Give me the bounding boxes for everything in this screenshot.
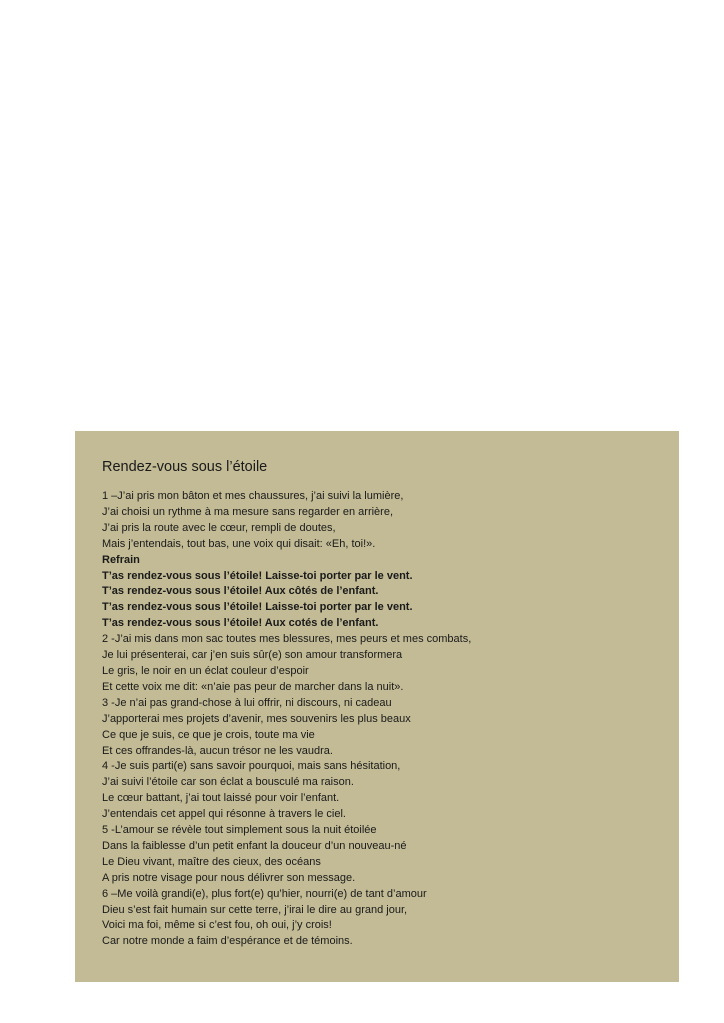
lyrics-line: Voici ma foi, même si c’est fou, oh oui, j’y crois! xyxy=(102,919,332,932)
lyrics-line-bold: Refrain xyxy=(102,553,140,566)
lyrics-line: Le gris, le noir en un éclat couleur d’espoir xyxy=(102,664,309,677)
lyrics-line: Car notre monde a faim d’espérance et de témoins. xyxy=(102,935,353,948)
lyrics-line-bold: T’as rendez-vous sous l’étoile! Laisse-toi porter par le vent. xyxy=(102,601,413,614)
lyrics-line: 6 –Me voilà grandi(e), plus fort(e) qu’hier, nourri(e) de tant d’amour xyxy=(102,887,427,900)
lyrics-line: Ce que je suis, ce que je crois, toute ma vie xyxy=(102,728,315,741)
lyrics-line: J’ai choisi un rythme à ma mesure sans regarder en arrière, xyxy=(102,505,394,518)
lyrics-line-bold: T’as rendez-vous sous l’étoile! Laisse-toi porter par le vent. xyxy=(102,569,413,582)
lyrics-line: Et ces offrandes-là, aucun trésor ne les vaudra. xyxy=(102,744,333,757)
lyrics-line: 3 -Je n’ai pas grand-chose à lui offrir, ni discours, ni cadeau xyxy=(102,696,392,709)
lyrics-line: Mais j’entendais, tout bas, une voix qui disait: «Eh, toi!». xyxy=(102,537,376,550)
lyrics-line: 2 -J’ai mis dans mon sac toutes mes blessures, mes peurs et mes combats, xyxy=(102,633,472,646)
lyrics-line: Je lui présenterai, car j’en suis sûr(e) son amour transformera xyxy=(102,649,403,662)
lyrics-line: A pris notre visage pour nous délivrer son message. xyxy=(102,871,356,884)
lyrics-line: J’apporterai mes projets d’avenir, mes souvenirs les plus beaux xyxy=(102,712,411,725)
lyrics-line-bold: T’as rendez-vous sous l’étoile! Aux cotés de l’enfant. xyxy=(102,617,379,630)
song-sheet-card xyxy=(75,431,679,982)
lyrics-line: Dans la faiblesse d’un petit enfant la douceur d’un nouveau-né xyxy=(102,839,407,852)
lyrics-line: 1 –J’ai pris mon bâton et mes chaussures, j’ai suivi la lumière, xyxy=(102,490,404,502)
lyrics-line: Dieu s’est fait humain sur cette terre, j’irai le dire au grand jour, xyxy=(102,903,408,916)
lyrics-line: J’ai pris la route avec le cœur, rempli de doutes, xyxy=(102,521,336,534)
lyrics-line: Le cœur battant, j’ai tout laissé pour voir l’enfant. xyxy=(102,792,340,805)
lyrics-line: 5 -L’amour se révèle tout simplement sous la nuit étoilée xyxy=(102,824,377,837)
lyrics-line: Le Dieu vivant, maître des cieux, des océans xyxy=(102,855,321,868)
lyrics-line: 4 -Je suis parti(e) sans savoir pourquoi, mais sans hésitation, xyxy=(102,760,401,773)
lyrics-list xyxy=(102,489,471,950)
song-title: Rendez-vous sous l’étoile xyxy=(102,459,268,475)
lyrics-line: J’entendais cet appel qui résonne à travers le ciel. xyxy=(102,808,346,821)
lyrics-line: J’ai suivi l’étoile car son éclat a bousculé ma raison. xyxy=(102,776,354,789)
lyrics-line: Et cette voix me dit: «n’aie pas peur de marcher dans la nuit». xyxy=(102,680,404,693)
lyrics-line-bold: T’as rendez-vous sous l’étoile! Aux côtés de l’enfant. xyxy=(102,585,379,598)
